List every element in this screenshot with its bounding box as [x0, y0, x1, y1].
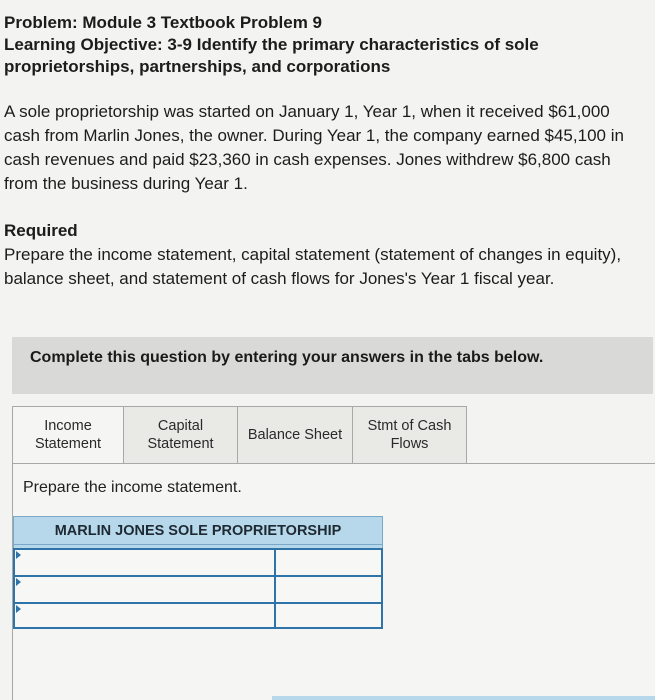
required-title: Required [4, 221, 78, 240]
income-statement-rows [13, 548, 383, 629]
next-row-header-edge [272, 696, 655, 700]
table-row [13, 602, 383, 629]
tab-panel-income-statement [12, 463, 655, 700]
instruction-banner: Complete this question by entering your answers in the tabs below. [12, 337, 653, 394]
tab-label: Income Statement [34, 418, 102, 452]
tab-label: Capital Statement [147, 418, 214, 452]
required-section [4, 219, 649, 291]
amount-input[interactable] [276, 550, 383, 575]
learning-objective: Learning Objective: 3-9 Identify the primary characteristics of sole proprietorships, partnerships, and corporations [4, 35, 539, 76]
problem-title: Problem: Module 3 Textbook Problem 9 [4, 13, 323, 32]
tab-balance-sheet[interactable] [238, 406, 353, 464]
panel-instruction: Prepare the income statement. [23, 479, 242, 496]
table-row [13, 548, 383, 575]
tab-capital-statement[interactable] [124, 406, 238, 464]
tab-label: Stmt of Cash Flows [367, 418, 452, 452]
company-name: MARLIN JONES SOLE PROPRIETORSHIP [13, 516, 383, 544]
required-text: Prepare the income statement, capital statement (statement of changes in equity), balance sheet, and statement of cash flows for Jones's Year 1 fiscal year. [4, 245, 622, 288]
description-input[interactable] [13, 550, 276, 575]
table-row [13, 575, 383, 602]
amount-input[interactable] [276, 577, 383, 602]
description-input[interactable] [13, 604, 276, 627]
problem-description: A sole proprietorship was started on January 1, Year 1, when it received $61,000 cash from Marlin Jones, the owner. During Year 1, the company earned $45,100 in cash revenues and paid $23,360 in cash expenses. Jones withdrew $6,800 cash from the business during Year 1. [4, 102, 624, 193]
problem-header [4, 12, 644, 78]
amount-input[interactable] [276, 604, 383, 627]
dropdown-marker-icon [16, 578, 21, 586]
tab-label: Balance Sheet [247, 427, 343, 443]
description-input[interactable] [13, 577, 276, 602]
tab-stmt-of-cash-flows[interactable] [353, 406, 467, 464]
tab-income-statement[interactable] [12, 406, 124, 464]
dropdown-marker-icon [16, 605, 21, 613]
tab-bar [12, 406, 467, 464]
dropdown-marker-icon [16, 551, 21, 559]
